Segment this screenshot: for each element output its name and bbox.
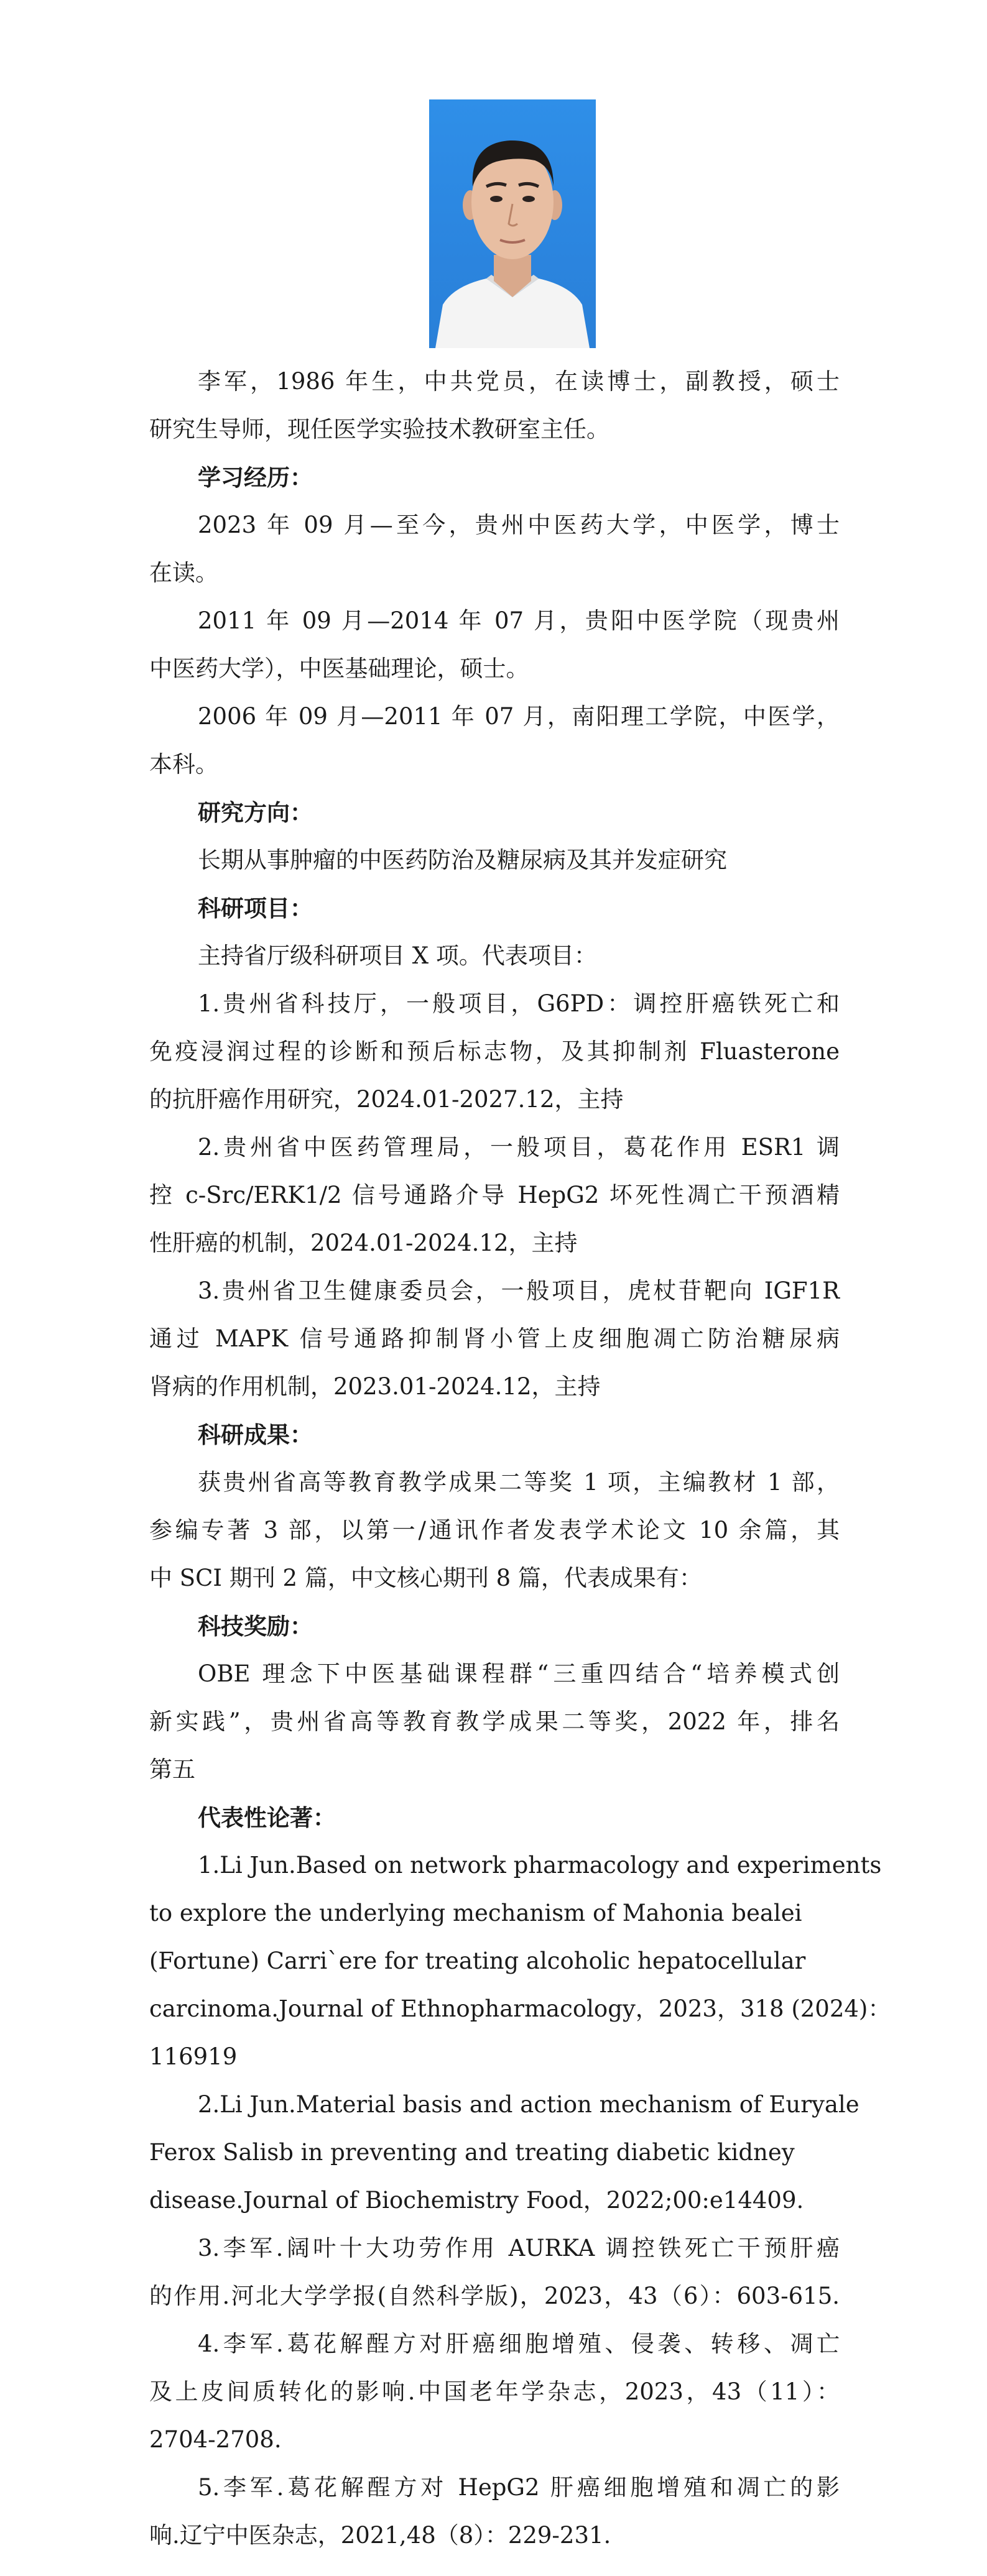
- text-line-paper-4a: 4.李军.葛花解酲方对肝癌细胞增殖、侵袭、转移、凋亡: [198, 2330, 840, 2357]
- text-line-intro-2: 研究生导师，现任医学实验技术教研室主任。: [149, 416, 609, 443]
- text-line-study-2b: 中医药大学），中医基础理论，硕士。: [149, 655, 529, 682]
- text-line-h-research: 研究方向：: [198, 799, 313, 826]
- text-line-awards-2: 新实践”，贵州省高等教育教学成果二等奖，2022 年，排名: [149, 1708, 840, 1735]
- text-line-results-2: 参编专著 3 部，以第一/通讯作者发表学术论文 10 余篇，其: [149, 1517, 840, 1543]
- text-line-paper-1e: 116919: [149, 2043, 238, 2070]
- text-line-proj-1a: 1.贵州省科技厅，一般项目，G6PD：调控肝癌铁死亡和: [198, 990, 840, 1017]
- text-line-paper-1a: 1.Li Jun.Based on network pharmacology and experiments: [198, 1852, 882, 1879]
- text-line-paper-1c: (Fortune) Carri`ere for treating alcoholic hepatocellular: [149, 1948, 806, 1974]
- text-line-paper-4b: 及上皮间质转化的影响.中国老年学杂志，2023，43（11）：: [149, 2378, 840, 2405]
- text-line-paper-4c: 2704-2708.: [149, 2426, 282, 2453]
- text-line-results-3: 中 SCI 期刊 2 篇，中文核心期刊 8 篇，代表成果有：: [149, 1565, 702, 1591]
- text-line-paper-1b: to explore the underlying mechanism of Mahonia bealei: [149, 1900, 802, 1926]
- text-line-proj-2b: 控 c-Src/ERK1/2 信号通路介导 HepG2 坏死性凋亡干预酒精: [149, 1182, 840, 1208]
- text-line-proj-2c: 性肝癌的机制，2024.01-2024.12，主持: [149, 1230, 578, 1256]
- text-line-paper-2b: Ferox Salisb in preventing and treating diabetic kidney: [149, 2139, 795, 2166]
- text-line-research-1: 长期从事肿瘤的中医药防治及糖尿病及其并发症研究: [198, 847, 727, 873]
- text-line-study-1a: 2023 年 09 月—至今，贵州中医药大学，中医学，博士: [198, 512, 840, 538]
- text-line-proj-3a: 3.贵州省卫生健康委员会，一般项目，虎杖苷靶向 IGF1R: [198, 1277, 840, 1304]
- text-line-proj-intro: 主持省厅级科研项目 X 项。代表项目：: [198, 942, 597, 969]
- text-line-proj-2a: 2.贵州省中医药管理局，一般项目，葛花作用 ESR1 调: [198, 1134, 840, 1161]
- text-line-proj-3b: 通过 MAPK 信号通路抑制肾小管上皮细胞凋亡防治糖尿病: [149, 1325, 840, 1352]
- text-line-h-study: 学习经历：: [198, 464, 313, 491]
- portrait-photo: [429, 99, 596, 348]
- text-line-results-1: 获贵州省高等教育教学成果二等奖 1 项，主编教材 1 部，: [198, 1469, 840, 1496]
- text-line-h-papers: 代表性论著：: [198, 1804, 336, 1831]
- text-line-awards-1: OBE 理念下中医基础课程群“三重四结合“培养模式创: [198, 1660, 840, 1687]
- text-line-study-3b: 本科。: [149, 751, 218, 778]
- text-line-h-results: 科研成果：: [198, 1421, 313, 1448]
- text-line-paper-5a: 5.李军.葛花解酲方对 HepG2 肝癌细胞增殖和凋亡的影: [198, 2474, 840, 2501]
- text-line-proj-3c: 肾病的作用机制，2023.01-2024.12，主持: [149, 1373, 601, 1400]
- text-line-paper-2c: disease.Journal of Biochemistry Food，2022;00:e14409.: [149, 2187, 804, 2214]
- text-line-proj-1b: 免疫浸润过程的诊断和预后标志物，及其抑制剂 Fluasterone: [149, 1038, 840, 1065]
- text-line-h-projects: 科研项目：: [198, 895, 313, 922]
- text-line-study-2a: 2011 年 09 月—2014 年 07 月，贵阳中医学院（现贵州: [198, 607, 840, 634]
- text-line-paper-3a: 3.李军.阔叶十大功劳作用 AURKA 调控铁死亡干预肝癌: [198, 2235, 840, 2261]
- text-line-paper-2a: 2.Li Jun.Material basis and action mechanism of Euryale: [198, 2091, 860, 2118]
- text-line-h-awards: 科技奖励：: [198, 1612, 313, 1640]
- text-line-awards-3: 第五: [149, 1756, 195, 1783]
- text-line-paper-1d: carcinoma.Journal of Ethnopharmacology，2023，318 (2024)：: [149, 1995, 891, 2022]
- portrait-icon: [429, 99, 596, 348]
- text-line-intro-1: 李军，1986 年生，中共党员，在读博士，副教授，硕士: [198, 368, 840, 395]
- text-line-paper-3b: 的作用.河北大学学报(自然科学版)，2023，43（6）：603-615.: [149, 2283, 840, 2309]
- text-line-study-3a: 2006 年 09 月—2011 年 07 月，南阳理工学院，中医学，: [198, 703, 840, 730]
- text-line-proj-1c: 的抗肝癌作用研究，2024.01-2027.12，主持: [149, 1086, 624, 1113]
- text-line-paper-5b: 响.辽宁中医杂志，2021,48（8）：229-231.: [149, 2522, 611, 2549]
- text-line-study-1b: 在读。: [149, 559, 218, 586]
